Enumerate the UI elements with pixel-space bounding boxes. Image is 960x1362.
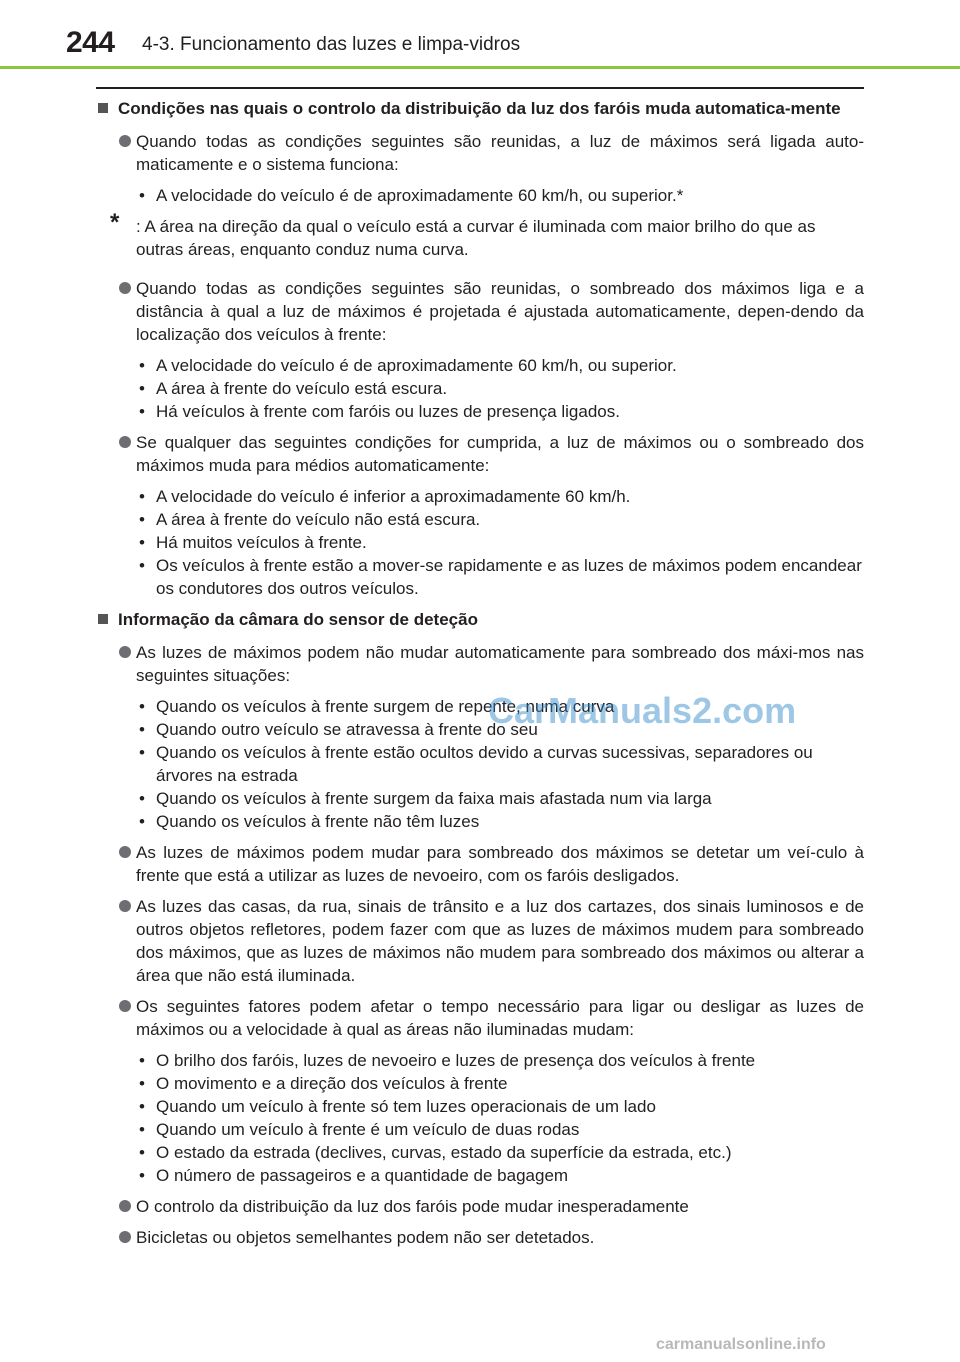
bullet-dot-icon: • (139, 1166, 145, 1185)
list-item: • Quando os veículos à frente surgem de repente, numa curva (139, 697, 615, 716)
bullet-dot-icon: • (139, 789, 145, 808)
paragraph: As luzes das casas, da rua, sinais de trânsito e a luz dos cartazes, dos sinais luminosos e de outros objetos refletores, podem fazer com que as luzes de máximos mudem para sombreado dos máximos, que as luzes de máximos não mudem para sombreado dos máximos ou alterar a área que não está iluminada. (96, 895, 864, 987)
bullet-dot-icon: • (139, 510, 145, 529)
square-bullet-icon (98, 103, 108, 113)
list-item: • O estado da estrada (declives, curvas, estado da superfície da estrada, etc.) (139, 1143, 732, 1162)
round-bullet-icon (119, 900, 131, 912)
section-heading: Informação da câmara do sensor de deteção (96, 608, 864, 631)
paragraph: As luzes de máximos podem mudar para sombreado dos máximos se detetar um veí-culo à frente que está a utilizar as luzes de nevoeiro, com os faróis desligados. (96, 841, 864, 887)
paragraph: Quando todas as condições seguintes são reunidas, a luz de máximos será ligada auto-maticamente e o sistema funciona: (96, 130, 864, 176)
bullet-list (96, 354, 864, 423)
round-bullet-icon (119, 1231, 131, 1243)
bullet-dot-icon: • (139, 186, 145, 205)
list-item: • Quando os veículos à frente surgem da faixa mais afastada num via larga (139, 789, 712, 808)
list-item: • A velocidade do veículo é de aproximadamente 60 km/h, ou superior.* (139, 186, 684, 205)
list-item: • Quando um veículo à frente é um veículo de duas rodas (139, 1120, 580, 1139)
round-bullet-icon (119, 646, 131, 658)
list-item: • O brilho dos faróis, luzes de nevoeiro e luzes de presença dos veículos à frente (139, 1051, 756, 1070)
bullet-dot-icon: • (139, 743, 145, 762)
page-number: 244 (66, 26, 115, 59)
list-item: • Há veículos à frente com faróis ou luzes de presença ligados. (139, 402, 620, 421)
bullet-list (96, 184, 864, 207)
round-bullet-icon (119, 135, 131, 147)
paragraph: O controlo da distribuição da luz dos faróis pode mudar inesperadamente (96, 1195, 864, 1218)
watermark-logo: CarManuals2.com (488, 690, 797, 731)
bullet-list (96, 485, 864, 600)
list-item: • A velocidade do veículo é inferior a aproximadamente 60 km/h. (139, 487, 631, 506)
round-bullet-icon (119, 1000, 131, 1012)
list-item: • Quando os veículos à frente não têm luzes (139, 812, 480, 831)
section-heading: Condições nas quais o controlo da distribuição da luz dos faróis muda automatica-mente (96, 97, 864, 120)
list-item: • Quando um veículo à frente só tem luzes operacionais de um lado (139, 1097, 656, 1116)
paragraph: Bicicletas ou objetos semelhantes podem não ser detetados. (96, 1226, 864, 1249)
list-item: • O número de passageiros e a quantidade de bagagem (139, 1166, 569, 1185)
paragraph: As luzes de máximos podem não mudar automaticamente para sombreado dos máxi-mos nas seguintes situações: (96, 641, 864, 687)
header-rule (0, 66, 960, 69)
bullet-dot-icon: • (139, 556, 145, 575)
bullet-dot-icon: • (139, 1074, 145, 1093)
bullet-list (96, 1049, 864, 1187)
page-header (0, 0, 960, 72)
square-bullet-icon (98, 614, 108, 624)
list-item: • Os veículos à frente estão a mover-se rapidamente e as luzes de máximos podem encandear os condutores dos outros veículos. (139, 556, 862, 598)
bullet-dot-icon: • (139, 533, 145, 552)
bullet-dot-icon: • (139, 1143, 145, 1162)
paragraph: Quando todas as condições seguintes são reunidas, o sombreado dos máximos liga e a distância à qual a luz de máximos é projetada é ajustada automaticamente, depen-dendo da localização dos veículos à frente: (96, 277, 864, 346)
list-item: • O movimento e a direção dos veículos à frente (139, 1074, 508, 1093)
chapter-title: 4-3. Funcionamento das luzes e limpa-vidros (142, 34, 521, 55)
list-item: • A velocidade do veículo é de aproximadamente 60 km/h, ou superior. (139, 356, 677, 375)
list-item: • Quando outro veículo se atravessa à frente do seu (139, 720, 538, 739)
paragraph: Os seguintes fatores podem afetar o tempo necessário para ligar ou desligar as luzes de máximos ou a velocidade à qual as áreas não iluminadas mudam: (96, 995, 864, 1041)
bullet-dot-icon: • (139, 356, 145, 375)
bullet-dot-icon: • (139, 697, 145, 716)
bullet-dot-icon: • (139, 379, 145, 398)
bullet-dot-icon: • (139, 402, 145, 421)
section-divider (96, 87, 864, 89)
watermark-footer: carmanualsonline.info (656, 1336, 826, 1353)
page-content (96, 97, 864, 1257)
bullet-dot-icon: • (139, 720, 145, 739)
list-item: • Há muitos veículos à frente. (139, 533, 367, 552)
bullet-dot-icon: • (139, 1097, 145, 1116)
round-bullet-icon (119, 1200, 131, 1212)
list-item: • A área à frente do veículo está escura. (139, 379, 448, 398)
round-bullet-icon (119, 282, 131, 294)
footnote: * : A área na direção da qual o veículo está a curvar é iluminada com maior brilho do que as outras áreas, enquanto conduz numa curva. (110, 209, 816, 259)
bullet-dot-icon: • (139, 487, 145, 506)
bullet-dot-icon: • (139, 1120, 145, 1139)
bullet-dot-icon: • (139, 812, 145, 831)
list-item: • Quando os veículos à frente estão ocultos devido a curvas sucessivas, separadores ou árvores na estrada (139, 743, 813, 785)
paragraph: Se qualquer das seguintes condições for cumprida, a luz de máximos ou o sombreado dos máximos muda para médios automaticamente: (96, 431, 864, 477)
asterisk-icon: * (110, 209, 120, 236)
list-item: • A área à frente do veículo não está escura. (139, 510, 481, 529)
round-bullet-icon (119, 846, 131, 858)
round-bullet-icon (119, 436, 131, 448)
bullet-dot-icon: • (139, 1051, 145, 1070)
